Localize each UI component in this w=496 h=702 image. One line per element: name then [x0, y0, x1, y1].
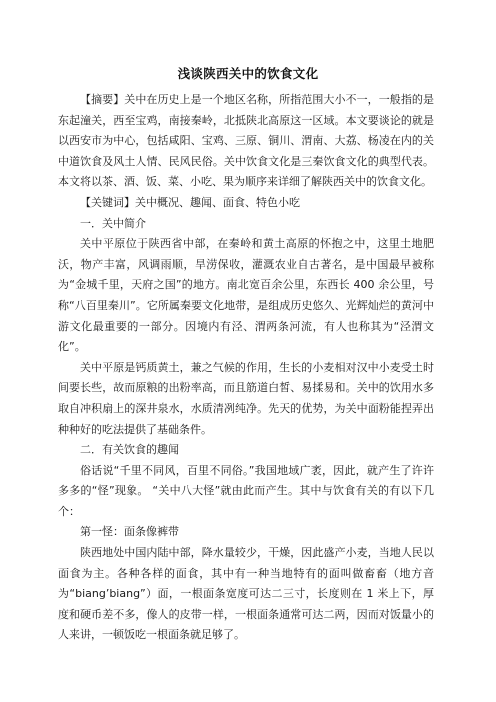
keywords-paragraph: 【关键词】关中概况、趣闻、面食、特色小吃 [80, 195, 300, 209]
section-heading: 二．有关饮食的趣闻 [80, 443, 179, 457]
document-body [58, 90, 434, 646]
subsection-heading: 第一怪：面条像裤带 [80, 525, 179, 539]
section-heading: 一．关中简介 [80, 216, 146, 230]
abstract-paragraph: 【摘要】关中在历史上是一个地区名称，所指范围大小不一，一般指的是东起潼关，西至宝鸡，南接秦岭，北抵陕北高原这一区域。本文要谈论的就是以西安市为中心，包括咸阳、宝鸡、三原、铜川、渭南、大荔、杨凌在内的关中道饮食及风土人情、民风民俗。关中饮食文化是三秦饮食文化的典型代表。本文将以茶、酒、饭、菜、小吃、果为顺序来详细了解陕西关中的饮食文化。 [58, 93, 434, 189]
document-title: 浅谈陕西关中的饮食文化 [177, 66, 319, 81]
body-paragraph: 关中平原是钙质黄土，兼之气候的作用，生长的小麦相对汉中小麦受土时间要长些，故而原粮的出粉率高，而且筋道白皙、易揉易和。关中的饮用水多取自冲积扇上的深井泉水，水质清冽纯净。先天的优势，为关中面粉能捏弄出种种好的吃法提供了基础条件。 [58, 360, 434, 436]
body-paragraph: 关中平原位于陕西省中部，在秦岭和黄土高原的怀抱之中，这里土地肥沃，物产丰富，风调雨顺，旱涝保收，灌溉农业自古著名，是中国最早被称为“金城千里，天府之国”的地方。南北宽百余公里，东西长 400 余公里，号称“八百里秦川”。它所属秦要文化地带，是组成历史悠久、光辉灿烂的黄河中游文化最重要的一部分。因境内有泾、渭两条河流，有人也称其为“泾渭文化”。 [58, 237, 434, 354]
body-paragraph: 陕西地处中国内陆中部，降水量较少，干燥，因此盛产小麦，当地人民以面食为主。各种各样的面食，其中有一种当地特有的面叫做畜畜（地方音为“biang’biang”）面，一根面条宽度可达二三寸，长度则在 1 米上下，厚度和硬币差不多，像人的皮带一样，一根面条通常可达二两，因而对饭量小的人来讲，一顿饭吃一根面条就足够了。 [58, 546, 434, 642]
body-paragraph: 俗话说“千里不同风，百里不同俗。”我国地域广袤，因此，就产生了许许多多的“怪”现象。 “关中八大怪”就由此而产生。其中与饮食有关的有以下几个： [58, 463, 434, 518]
